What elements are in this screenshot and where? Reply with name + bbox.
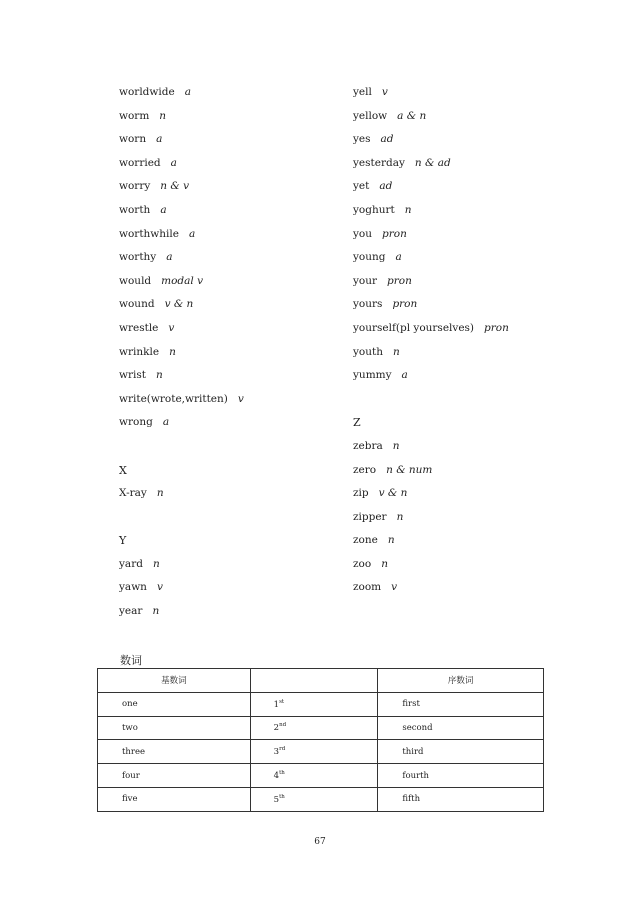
entry-part-of-speech: n & num: [386, 463, 433, 476]
word-entry: [119, 553, 339, 577]
cardinal-cell: five: [98, 787, 251, 811]
entry-word: zone: [353, 534, 378, 547]
entry-word: worried: [119, 156, 161, 169]
ordinal-number: 5: [273, 794, 280, 805]
entry-part-of-speech: v: [156, 581, 163, 594]
ordinal-suffix: st: [279, 698, 285, 705]
word-entry: [119, 411, 339, 435]
entry-part-of-speech: ad: [380, 133, 394, 146]
entry-part-of-speech: ad: [379, 180, 393, 193]
entry-word: worth: [119, 203, 151, 216]
ordinal-cell: third: [378, 740, 544, 764]
header-cardinal: 基数词: [98, 669, 251, 693]
word-entry: [353, 223, 593, 247]
entry-part-of-speech: v: [237, 392, 244, 405]
word-entry: [119, 223, 339, 247]
word-entry: [119, 293, 339, 317]
entry-word: yours: [353, 298, 383, 311]
word-entry: [353, 364, 593, 388]
numerals-table: [97, 668, 544, 812]
word-entry: [353, 199, 593, 223]
word-entry: [353, 482, 593, 506]
entry-word: worn: [119, 133, 147, 146]
word-entry: [353, 341, 593, 365]
entry-word: worthwhile: [119, 227, 179, 240]
ordinal-cell: fourth: [378, 764, 544, 788]
entry-part-of-speech: n: [152, 605, 160, 618]
ordinal-abbrev-cell: [250, 716, 378, 740]
entry-part-of-speech: v & n: [378, 487, 408, 500]
table-row: [98, 787, 544, 811]
word-entry: [119, 246, 339, 270]
word-entry: [353, 81, 593, 105]
entry-part-of-speech: v & n: [164, 298, 194, 311]
entry-part-of-speech: a: [166, 251, 173, 264]
entry-part-of-speech: a & n: [397, 109, 427, 122]
entry-part-of-speech: a: [170, 156, 177, 169]
word-entry: [353, 529, 593, 553]
ordinal-number: 4: [273, 771, 280, 782]
entry-word: wrong: [119, 416, 153, 429]
entry-word: wrinkle: [119, 345, 160, 358]
word-entry: [119, 270, 339, 294]
word-entry: [353, 317, 593, 341]
ordinal-number: 3: [273, 747, 280, 758]
blank-line: [119, 506, 339, 530]
word-entry: [119, 364, 339, 388]
ordinal-suffix: th: [279, 793, 285, 800]
entry-word: yard: [119, 557, 143, 570]
entry-part-of-speech: n: [392, 439, 400, 452]
entry-word: worthy: [119, 251, 157, 264]
header-ordinal: 序数词: [378, 669, 544, 693]
entry-word: zoo: [353, 557, 372, 570]
entry-word: young: [353, 251, 386, 264]
entry-part-of-speech: n: [155, 369, 163, 382]
entry-part-of-speech: n: [381, 557, 388, 570]
ordinal-suffix: nd: [279, 722, 287, 729]
header-blank: [250, 669, 378, 693]
word-entry: [119, 388, 339, 412]
word-entry: [353, 553, 593, 577]
entry-word: zoom: [353, 581, 382, 594]
entry-part-of-speech: a: [395, 251, 402, 264]
entry-word: yet: [353, 180, 370, 193]
cardinal-cell: four: [98, 764, 251, 788]
cardinal-cell: one: [98, 692, 251, 716]
word-entry: [353, 152, 593, 176]
entry-word: write(wrote,written): [119, 392, 228, 405]
word-entry: [353, 128, 593, 152]
entry-word: zip: [353, 487, 369, 500]
word-entry: [353, 459, 593, 483]
blank-line: [353, 388, 593, 412]
ordinal-cell: second: [378, 716, 544, 740]
word-entry: [119, 175, 339, 199]
entry-part-of-speech: a: [156, 133, 163, 146]
entry-part-of-speech: pron: [387, 274, 412, 287]
entry-word: would: [119, 274, 152, 287]
entry-part-of-speech: a: [401, 369, 408, 382]
entry-word: zebra: [353, 439, 383, 452]
table-header-row: [98, 669, 544, 693]
table-row: [98, 692, 544, 716]
word-entry: [353, 105, 593, 129]
entry-part-of-speech: n: [387, 534, 395, 547]
right-word-column: [353, 81, 593, 600]
word-entry: [119, 576, 339, 600]
word-entry: [119, 152, 339, 176]
word-entry: [353, 293, 593, 317]
word-entry: [353, 246, 593, 270]
word-entry: [119, 199, 339, 223]
letter-heading-x: [119, 459, 339, 483]
entry-part-of-speech: v: [391, 581, 398, 594]
entry-word: worldwide: [119, 86, 175, 98]
entry-word: yoghurt: [353, 203, 395, 216]
letter-heading-y: [119, 529, 339, 553]
entry-word: Y: [119, 534, 127, 548]
entry-word: Z: [353, 416, 361, 430]
entry-part-of-speech: pron: [484, 321, 509, 334]
left-word-column: [119, 81, 339, 624]
entry-word: yell: [353, 86, 372, 98]
entry-part-of-speech: n: [393, 345, 400, 358]
entry-word: zipper: [353, 510, 387, 523]
entry-word: yellow: [353, 109, 388, 122]
entry-part-of-speech: a: [162, 416, 170, 429]
word-entry: [353, 175, 593, 199]
ordinal-abbrev-cell: [250, 740, 378, 764]
word-entry: [119, 317, 339, 341]
entry-word: worm: [119, 109, 150, 122]
entry-part-of-speech: n: [156, 487, 164, 500]
word-entry: [119, 341, 339, 365]
entry-part-of-speech: v: [168, 321, 175, 334]
entry-part-of-speech: pron: [392, 298, 418, 311]
word-entry: [119, 128, 339, 152]
word-entry: [119, 600, 339, 624]
entry-word: your: [353, 274, 378, 287]
table-row: [98, 740, 544, 764]
ordinal-number: 2: [273, 723, 280, 734]
entry-word: you: [353, 227, 373, 240]
cardinal-cell: three: [98, 740, 251, 764]
word-entry: [119, 105, 339, 129]
entry-word: worry: [119, 180, 151, 193]
entry-part-of-speech: n: [404, 203, 412, 216]
entry-word: wrist: [119, 369, 146, 382]
entry-word: X: [119, 463, 127, 477]
entry-word: X-ray: [119, 487, 147, 500]
ordinal-suffix: th: [279, 770, 285, 777]
entry-word: yummy: [353, 369, 392, 382]
table-row: [98, 716, 544, 740]
entry-part-of-speech: n: [396, 510, 404, 523]
entry-word: wound: [119, 298, 155, 311]
entry-word: zero: [353, 463, 377, 476]
entry-word: yes: [353, 133, 371, 146]
word-entry: [119, 482, 339, 506]
entry-word: year: [119, 605, 143, 618]
entry-part-of-speech: n & v: [160, 180, 189, 193]
ordinal-suffix: rd: [279, 746, 286, 753]
ordinal-abbrev-cell: [250, 787, 378, 811]
word-entry: [353, 270, 593, 294]
entry-part-of-speech: v: [381, 86, 388, 98]
entry-part-of-speech: modal v: [161, 274, 204, 287]
word-entry: [119, 81, 339, 105]
entry-part-of-speech: a: [189, 227, 196, 240]
letter-heading-z: [353, 411, 593, 435]
page-number: 67: [314, 837, 326, 847]
word-entry: [353, 506, 593, 530]
word-entry: [353, 435, 593, 459]
entry-word: yesterday: [353, 156, 405, 169]
entry-part-of-speech: pron: [382, 227, 407, 240]
numerals-section-title: 数词: [120, 654, 142, 667]
entry-part-of-speech: n: [169, 345, 176, 358]
ordinal-number: 1: [273, 699, 280, 710]
ordinal-abbrev-cell: [250, 692, 378, 716]
entry-part-of-speech: n: [159, 109, 167, 122]
cardinal-cell: two: [98, 716, 251, 740]
ordinal-cell: first: [378, 692, 544, 716]
entry-word: yawn: [119, 581, 147, 594]
entry-word: youth: [353, 345, 383, 358]
entry-word: wrestle: [119, 321, 159, 334]
ordinal-abbrev-cell: [250, 764, 378, 788]
ordinal-cell: fifth: [378, 787, 544, 811]
word-entry: [353, 576, 593, 600]
table-row: [98, 764, 544, 788]
entry-part-of-speech: a: [160, 203, 167, 216]
entry-part-of-speech: n: [152, 557, 160, 570]
entry-word: yourself(pl yourselves): [353, 321, 475, 334]
entry-part-of-speech: n & ad: [414, 156, 451, 169]
blank-line: [119, 435, 339, 459]
entry-part-of-speech: a: [184, 86, 191, 98]
